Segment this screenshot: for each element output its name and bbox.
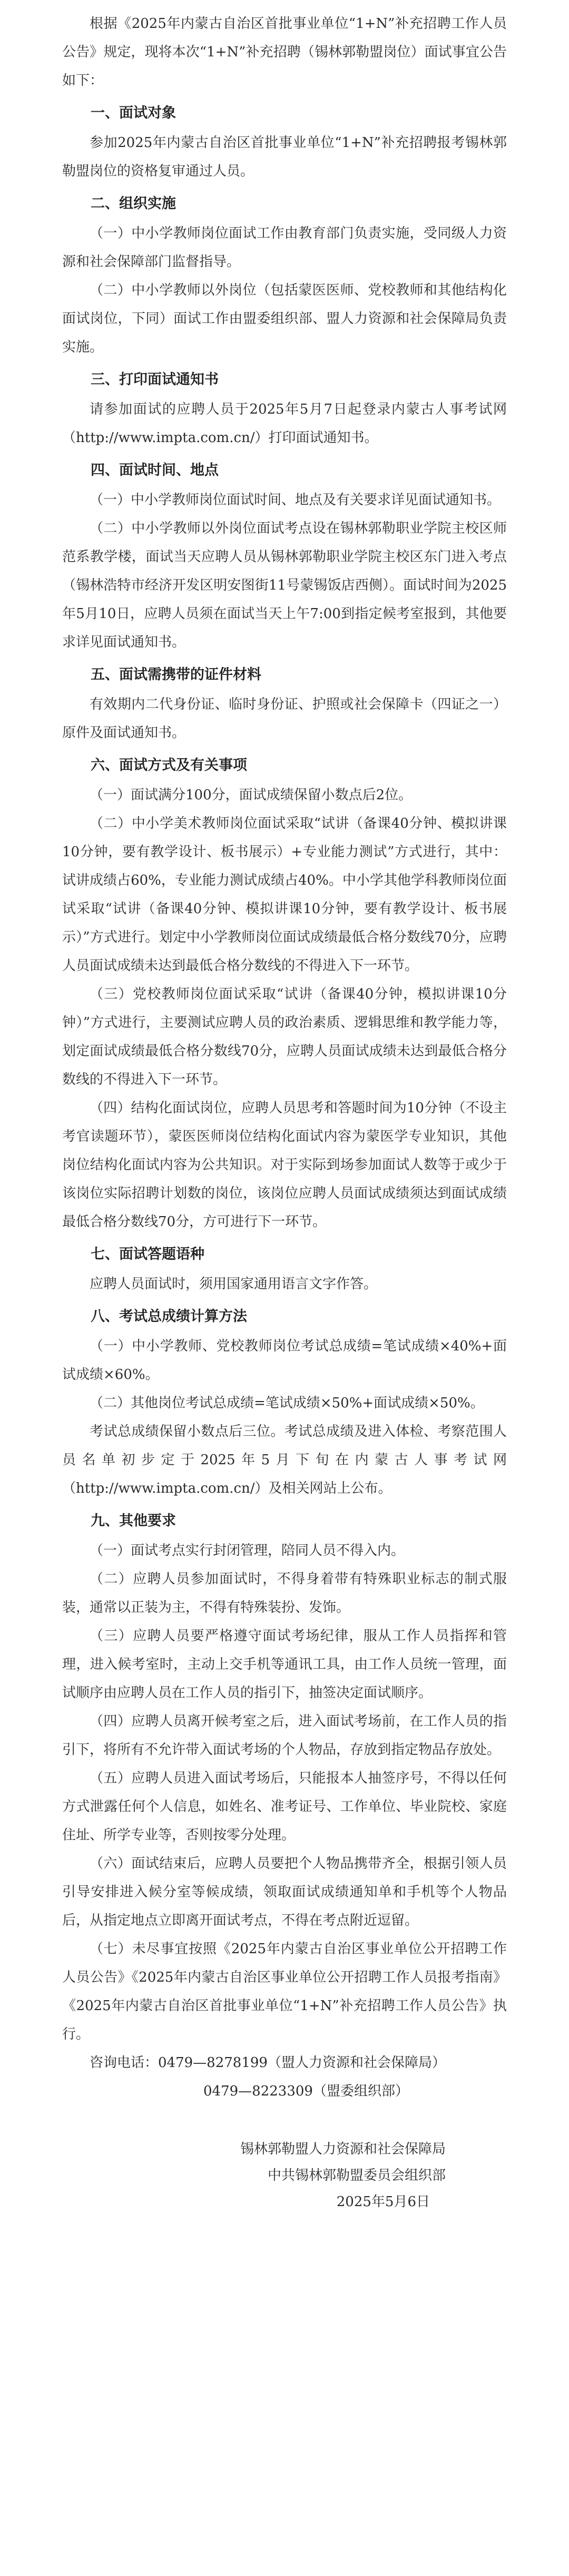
section-paragraph: （六）面试结束后，应聘人员要把个人物品携带齐全，根据引领人员引导安排进入候分室等候成绩，领取面试成绩通知单和手机等个人物品后，从指定地点立即离开面试考点，不得在考点附近逗留。 [62,1856,507,1928]
signature-block [62,2136,507,2215]
section-paragraph: （一）中小学教师岗位面试工作由教育部门负责实施，受同级人力资源和社会保障部门监督指导。 [62,226,507,270]
contact-phone-line: 0479—8223309（盟委组织部） [203,2083,409,2099]
section-paragraph: 请参加面试的应聘人员于2025年5月7日起登录内蒙古人事考试网（http://www.impta.com.cn/）打印面试通知书。 [62,401,507,446]
section-heading: 六、面试方式及有关事项 [91,757,247,773]
contact-block [62,2049,507,2105]
contact-phone-line: 咨询电话：0479—8278199（盟人力资源和社会保障局） [90,2055,446,2071]
section-paragraph: 应聘人员面试时，须用国家通用语言文字作答。 [90,1276,378,1292]
section-heading: 九、其他要求 [91,1513,176,1529]
section-paragraph: 有效期内二代身份证、临时身份证、护照或社会保障卡（四证之一）原件及面试通知书。 [62,697,507,741]
section-paragraph: （四）结构化面试岗位，应聘人员思考和答题时间为10分钟（不设主考官读题环节），蒙医医师岗位结构化面试内容为蒙医学专业知识，其他岗位结构化面试内容为公共知识。对于实际到场参加面试人数等于或少于该岗位实际招聘计划数的岗位，该岗位应聘人员面试成绩须达到面试成绩最低合格分数线70分，方可进行下一环节。 [62,1100,507,1230]
section-heading: 四、面试时间、地点 [91,462,219,478]
section-paragraph: （七）未尽事宜按照《2025年内蒙古自治区事业单位公开招聘工作人员公告》《2025年内蒙古自治区事业单位公开招聘工作人员报考指南》《2025年内蒙古自治区首批事业单位“1+N”补充招聘工作人员公告》执行。 [62,1941,507,2042]
section-heading: 五、面试需携带的证件材料 [91,667,261,683]
section-paragraph: （二）中小学美术教师岗位面试采取“试讲（备课40分钟、模拟讲课10分钟，要有教学设计、板书展示）+专业能力测试”方式进行，其中：试讲成绩占60%，专业能力测试成绩占40%。中小学其他学科教师岗位面试采取“试讲（备课40分钟、模拟讲课10分钟，要有教学设计、板书展示）”方式进行。划定中小学教师岗位面试成绩最低合格分数线70分，应聘人员面试成绩未达到最低合格分数线的不得进入下一环节。 [62,816,507,974]
section-paragraph: （一）面试满分100分，面试成绩保留小数点后2位。 [90,787,413,803]
section-heading: 二、组织实施 [91,195,176,212]
section-heading: 一、面试对象 [91,105,176,121]
section-paragraph: （四）应聘人员离开候考室之后，进入面试考场前，在工作人员的指引下，将所有不允许带入面试考场的个人物品，存放到指定物品存放处。 [62,1713,507,1758]
section-paragraph: （二）中小学教师以外岗位（包括蒙医医师、党校教师和其他结构化面试岗位，下同）面试工作由盟委组织部、盟人力资源和社会保障局负责实施。 [62,282,507,355]
issuing-org: 锡林郭勒盟人力资源和社会保障局 [240,2141,446,2157]
section-paragraph: （三）应聘人员要严格遵守面试考场纪律，服从工作人员指挥和管理，进入候考室时，主动上交手机等通讯工具，由工作人员统一管理，面试顺序由应聘人员在工作人员的指引下，抽签决定面试顺序。 [62,1628,507,1701]
section-paragraph: 考试总成绩保留小数点后三位。考试总成绩及进入体检、考察范围人员名单初步定于2025年5月下旬在内蒙古人事考试网（http://www.impta.com.cn/）及相关网站上公布。 [62,1424,507,1496]
section-paragraph: （一）中小学教师、党校教师岗位考试总成绩=笔试成绩×40%+面试成绩×60%。 [62,1338,507,1383]
section-paragraph: （一）中小学教师岗位面试时间、地点及有关要求详见面试通知书。 [90,492,501,508]
section-paragraph: （三）党校教师岗位面试采取“试讲（备课40分钟，模拟讲课10分钟）”方式进行，主要测试应聘人员的政治素质、逻辑思维和教学能力等，划定面试成绩最低合格分数线70分，应聘人员面试成绩未达到最低合格分数线的不得进入下一环节。 [62,986,507,1088]
section-heading: 八、考试总成绩计算方法 [91,1308,247,1325]
section-paragraph: 参加2025年内蒙古自治区首批事业单位“1+N”补充招聘报考锡林郭勒盟岗位的资格复审通过人员。 [62,135,507,179]
section-paragraph: （二）其他岗位考试总成绩=笔试成绩×50%+面试成绩×50%。 [90,1395,484,1411]
section-paragraph: （二）中小学教师以外岗位面试考点设在锡林郭勒职业学院主校区师范系教学楼，面试当天应聘人员从锡林郭勒职业学院主校区东门进入考点（锡林浩特市经济开发区明安图街11号蒙锡饭店西侧）。面试时间为2025年5月10日，应聘人员须在面试当天上午7:00到指定候考室报到，其他要求详见面试通知书。 [62,521,507,650]
issuing-org: 中共锡林郭勒盟委员会组织部 [267,2168,446,2183]
issue-date: 2025年5月6日 [336,2194,430,2210]
section-paragraph: （一）面试考点实行封闭管理，陪同人员不得入内。 [90,1543,405,1559]
intro-paragraph: 根据《2025年内蒙古自治区首批事业单位“1+N”补充招聘工作人员公告》规定，现将本次“1+N”补充招聘（锡林郭勒盟岗位）面试事宜公告如下： [62,16,507,89]
section-heading: 七、面试答题语种 [91,1246,204,1262]
section-paragraph: （五）应聘人员进入面试考场后，只能报本人抽签序号，不得以任何方式泄露任何个人信息，如姓名、准考证号、工作单位、毕业院校、家庭住址、所学专业等，否则按零分处理。 [62,1770,507,1843]
section-heading: 三、打印面试通知书 [91,371,219,388]
section-paragraph: （二）应聘人员参加面试时，不得身着带有特殊职业标志的制式服装，通常以正装为主，不得有特殊装扮、发饰。 [62,1571,507,1615]
